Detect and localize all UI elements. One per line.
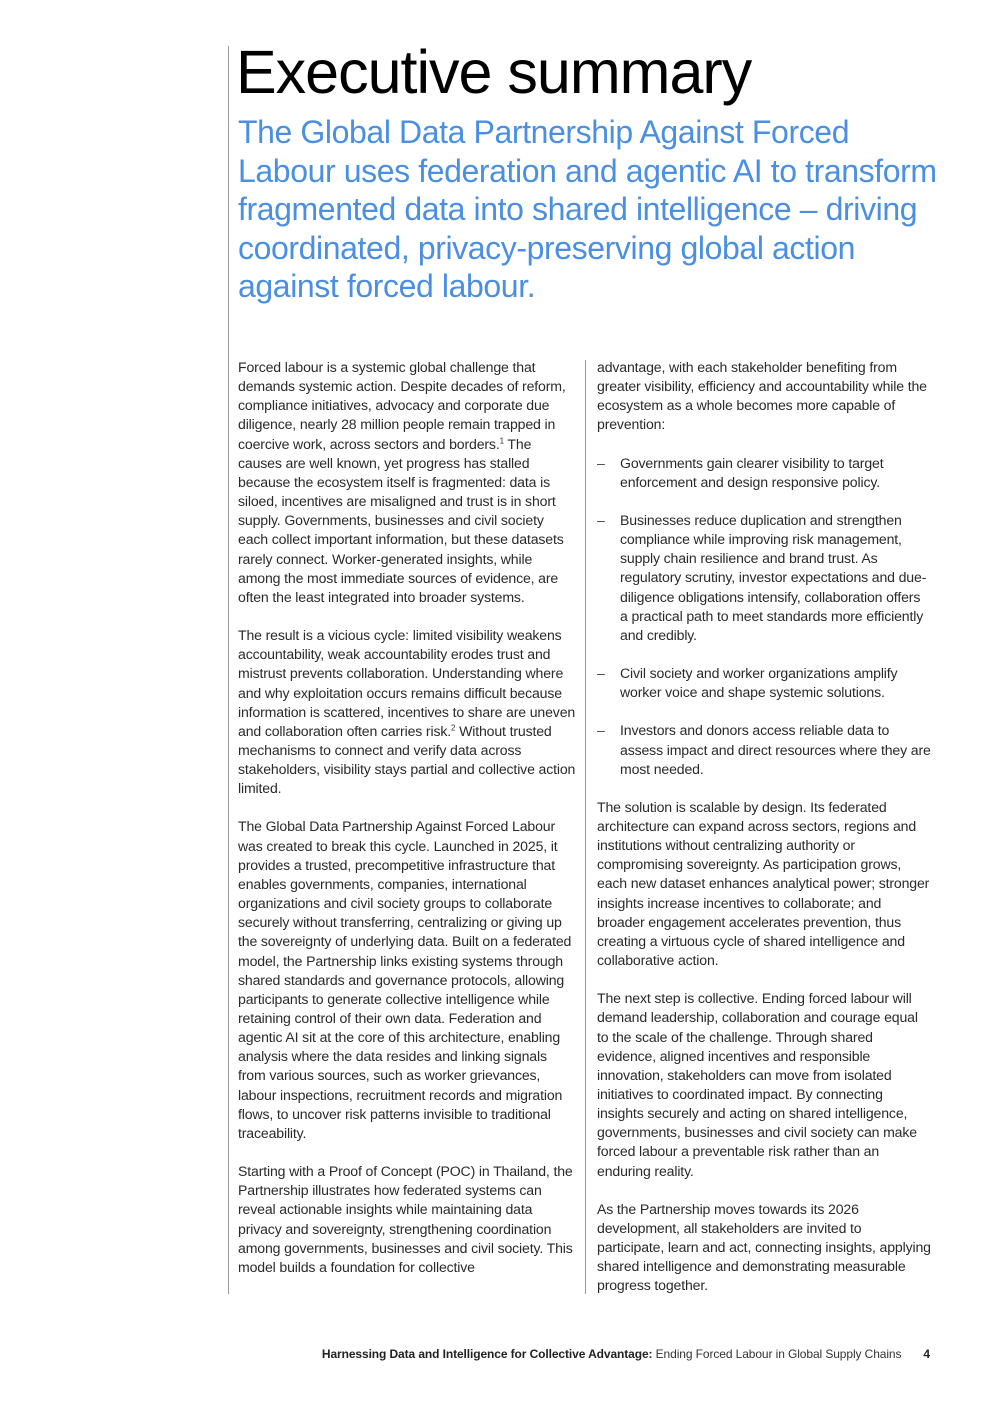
dash-marker: – <box>597 511 605 528</box>
dash-marker: – <box>597 722 605 739</box>
paragraph: Forced labour is a systemic global challenge that demands systemic action. Despite decades of reform, compliance initiatives, advocacy and corporate due diligence, nearly 28 million people remain trapped in coercive work, across sectors and borders.$^1$ The causes are well known, yet progress has stalled because the ecosystem itself is fragmented: data is siloed, incentives are misaligned and trust is in short supply. Governments, businesses and civil society each collect important information, but these datasets rarely connect. Worker-generated insights, while among the most immediate sources of evidence, are often the least integrated into broader systems. <box>238 359 566 605</box>
footnote-marker: 2 <box>451 723 456 733</box>
dash-marker: – <box>597 665 605 682</box>
page-number: 4 <box>923 1347 930 1361</box>
list-item: – Investors and donors access reliable data to assess impact and direct resources where they are most needed. <box>597 722 931 777</box>
paragraph: The next step is collective. Ending forced labour will demand leadership, collaboration and courage equal to the scale of the challenge. Through shared evidence, aligned incentives and responsible innovation, stakeholders can move from isolated initiatives to coordinated impact. By connecting insights securely and acting on shared intelligence, governments, businesses and civil society can make forced labour a preventable risk rather than an enduring reality. <box>597 990 918 1179</box>
paragraph: The result is a vicious cycle: limited visibility weakens accountability, weak accountability erodes trust and mistrust prevents collaboration. Understanding where and why exploitation occurs remains difficult because information is scattered, incentives to share are uneven and collaboration often carries risk.$^2$ Without trusted mechanisms to connect and verify data across stakeholders, visibility stays partial and collective action limited. <box>238 627 576 797</box>
footer-report-title: Harnessing Data and Intelligence for Collective Advantage: <box>321 1347 653 1361</box>
paragraph: Starting with a Proof of Concept (POC) in Thailand, the Partnership illustrates how federated systems can reveal actionable insights while maintaining data privacy and sovereignty, strengthening coordination among governments, businesses and civil society. This model builds a foundation for collective <box>238 1163 573 1275</box>
left-text-column <box>238 358 576 1296</box>
page-subtitle: The Global Data Partnership Against Forced Labour uses federation and agentic AI to transform fragmented data into shared intelligence – driving coordinated, privacy-preserving global action against forced labour. <box>238 114 937 304</box>
footer-report-subtitle: Ending Forced Labour in Global Supply Chains <box>652 1347 902 1361</box>
list-item: – Civil society and worker organizations amplify worker voice and shape systemic solutions. <box>597 665 898 701</box>
column-divider-rule <box>585 360 586 1294</box>
left-margin-rule <box>228 46 229 1294</box>
right-text-column <box>597 358 931 1315</box>
list-item: – Governments gain clearer visibility to target enforcement and design responsive policy. <box>597 454 884 490</box>
paragraph: The solution is scalable by design. Its federated architecture can expand across sectors, regions and institutions without centralizing authority or compromising sovereignty. As participation grows, each new dataset enhances analytical power; stronger insights increase incentives to collaborate; and broader engagement accelerates prevention, thus creating a virtuous cycle of shared intelligence and collaborative action. <box>597 798 930 969</box>
paragraph: advantage, with each stakeholder benefiting from greater visibility, efficiency and accountability while the ecosystem as a whole becomes more capable of prevention: <box>597 359 927 433</box>
page-footer <box>322 1347 930 1361</box>
dash-marker: – <box>597 454 605 471</box>
list-item: – Businesses reduce duplication and strengthen compliance while improving risk management, supply chain resilience and brand trust. As regulatory scrutiny, investor expectations and due-diligence obligations intensify, collaboration offers a practical path to meet standards more efficiently and credibly. <box>597 511 927 643</box>
page-title: Executive summary <box>236 38 752 106</box>
stakeholder-benefits-list <box>597 454 931 779</box>
footnote-marker: 1 <box>499 435 504 445</box>
paragraph: The Global Data Partnership Against Forced Labour was created to break this cycle. Launched in 2025, it provides a trusted, precompetitive infrastructure that enables governments, companies, international organizations and civil society groups to collaborate securely without transferring, centralizing or giving up the sovereignty of underlying data. Built on a federated model, the Partnership links existing systems through shared standards and governance protocols, allowing participants to generate collective intelligence while retaining control of their own data. Federation and agentic AI sit at the core of this architecture, enabling analysis where the data resides and linking signals from various sources, such as worker grievances, labour inspections, recruitment records and migration flows, to uncover risk patterns invisible to traditional traceability. <box>238 818 572 1141</box>
paragraph: As the Partnership moves towards its 2026 development, all stakeholders are invited to participate, learn and act, connecting insights, applying shared intelligence and demonstrating measurable progress together. <box>597 1200 931 1294</box>
